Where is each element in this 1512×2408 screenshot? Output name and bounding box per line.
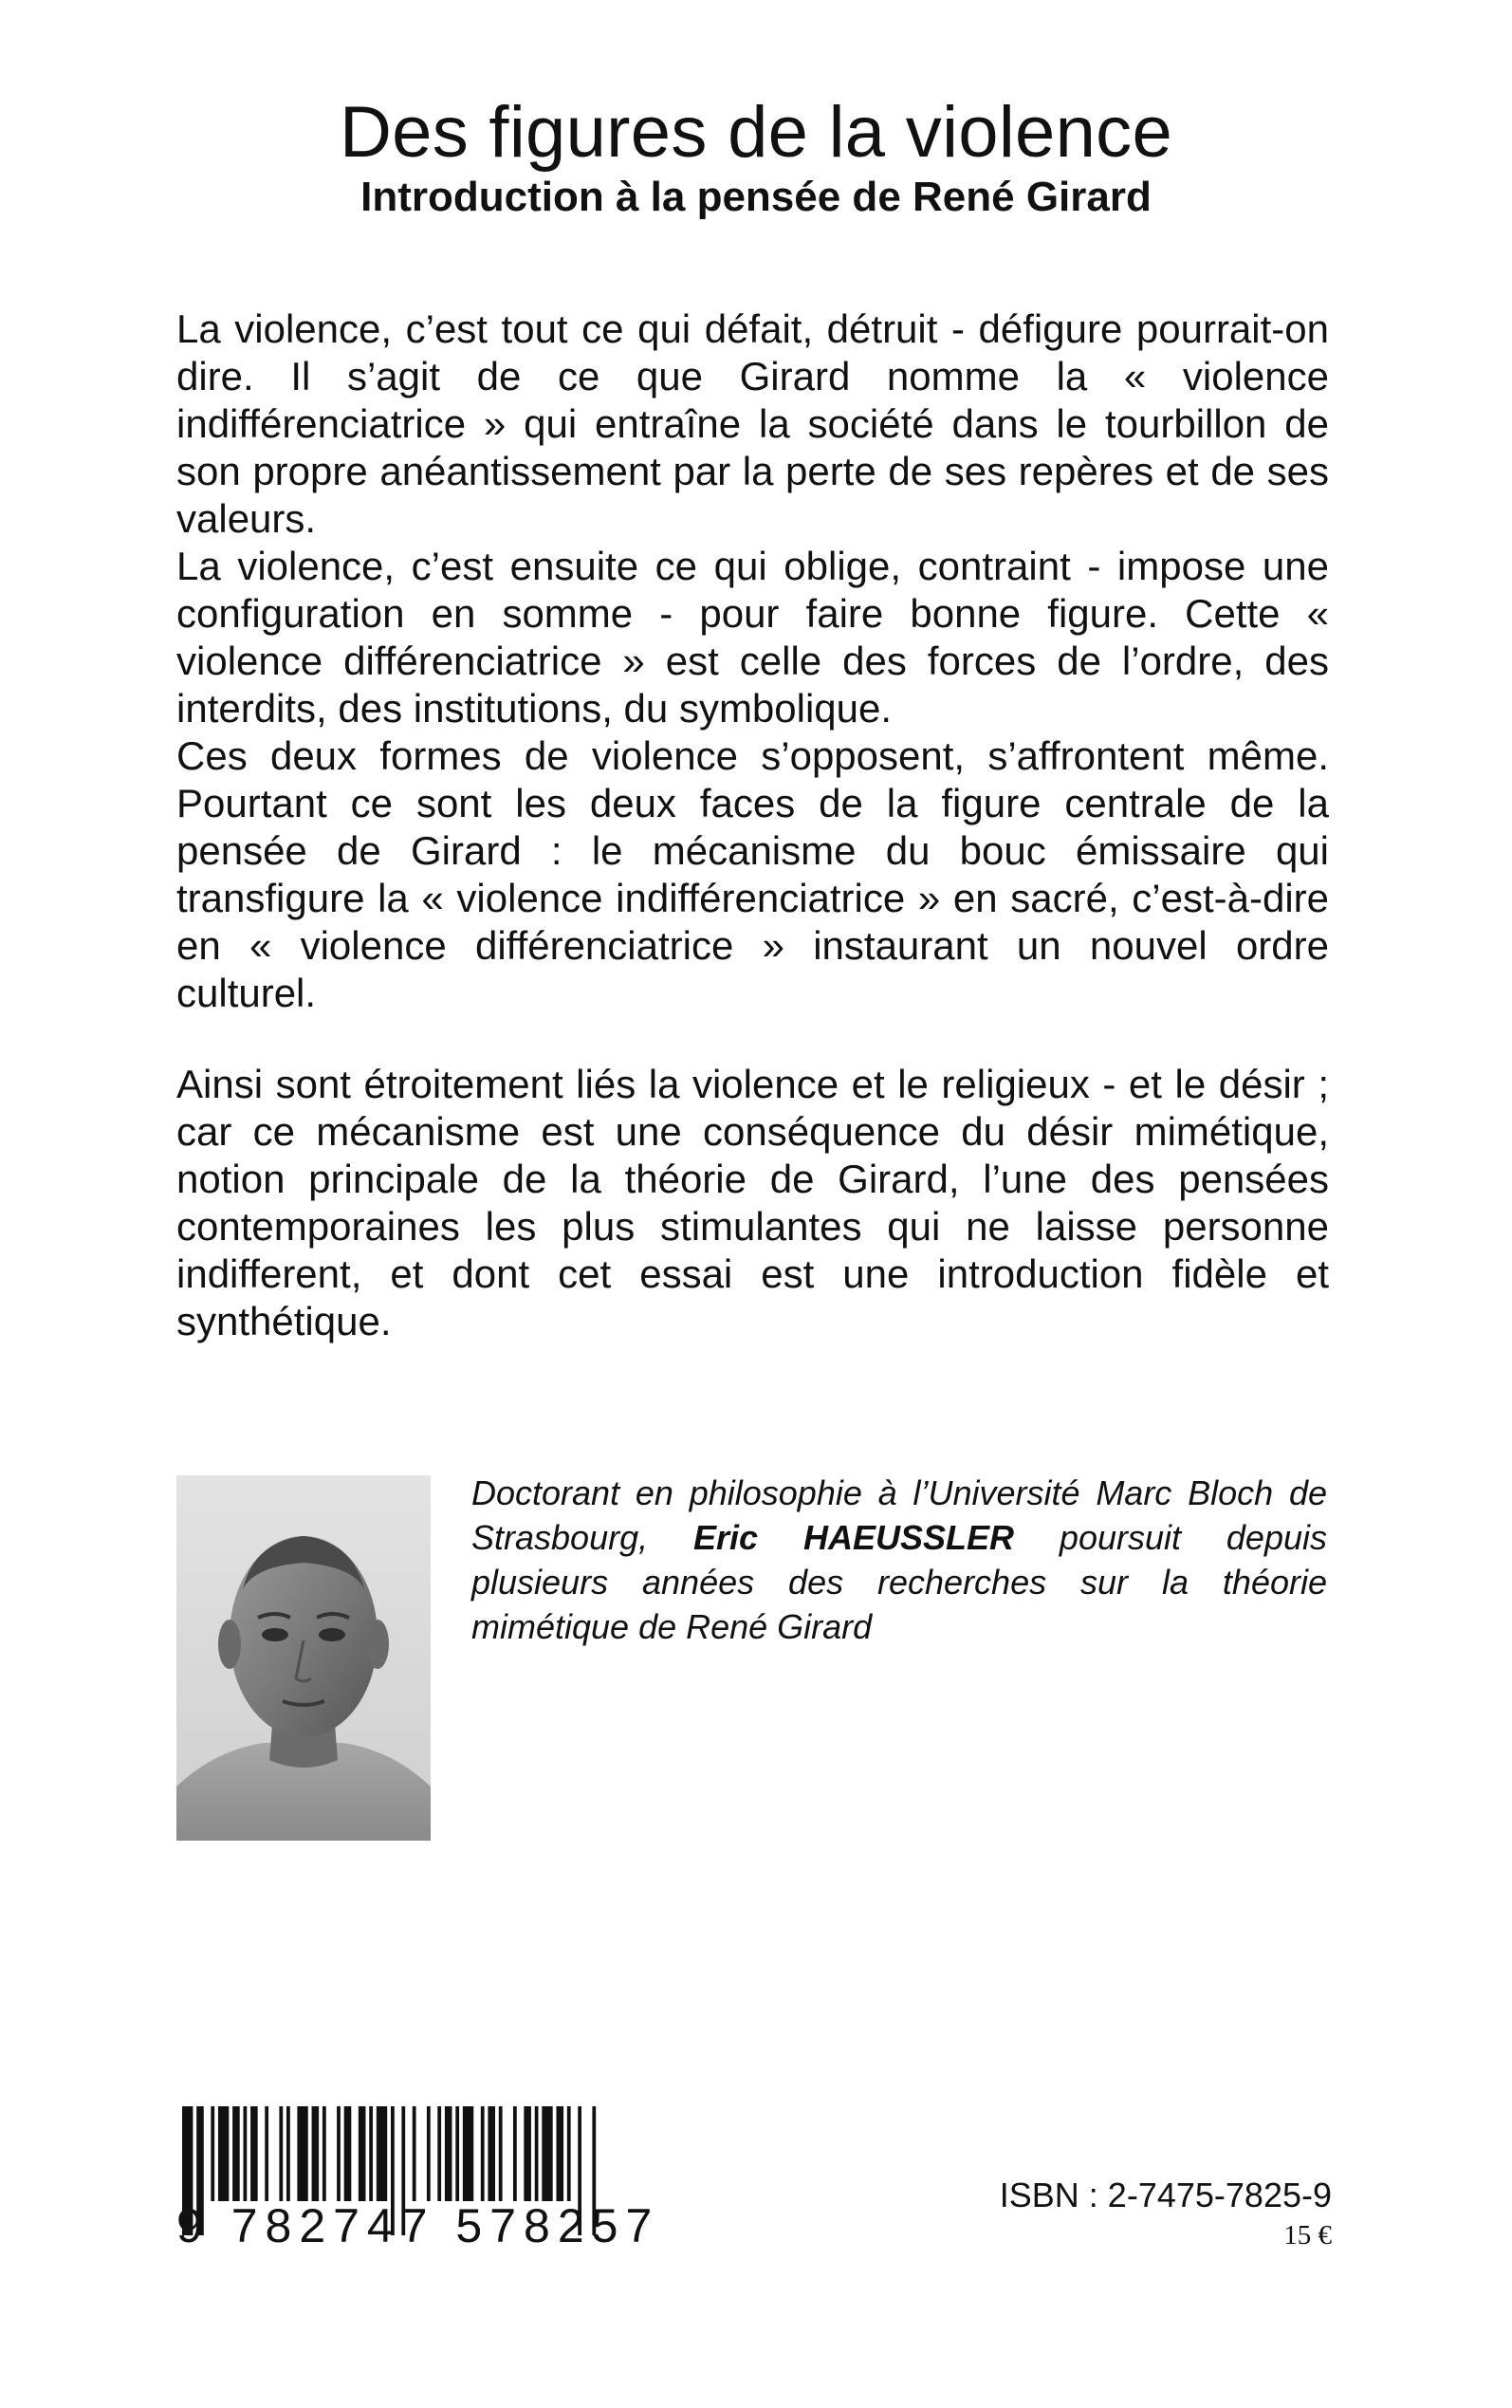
barcode-bar <box>488 2106 495 2201</box>
book-title: Des figures de la violence <box>339 92 1173 173</box>
barcode-bar <box>232 2106 240 2201</box>
book-subtitle: Introduction à la pensée de René Girard <box>360 174 1152 220</box>
barcode-bar <box>323 2106 326 2201</box>
price: 15 € <box>1283 2220 1332 2251</box>
barcode-bar <box>413 2106 416 2201</box>
summary-paragraph: Ainsi sont étroitement liés la violence et le religieux - et le désir ; car ce mécanisme est une conséquence du désir mimétique, notion principale de la théorie de Girard, l’une des pensées contemporaines les plus stimulantes qui ne laisse personne indifferent, et dont cet essai est une introduction fidèle et synthétique. <box>176 1062 1329 1343</box>
barcode-bar <box>463 2106 473 2201</box>
author-bio-rest: poursuit depuis plusieurs années des recherches sur la théorie mimétique de René Girard <box>471 1518 1327 1646</box>
barcode-bar <box>499 2106 503 2201</box>
barcode-bar <box>567 2106 571 2201</box>
barcode-bar <box>427 2106 431 2201</box>
summary-paragraph: Ces deux formes de violence s’opposent, s’affrontent même. Pourtant ce sont les deux faces de la figure centrale de la pensée de Girard : le mécanisme du bouc émissaire qui transfigure la « violence indifférenciatrice » en sacré, c’est-à-dire en « violence différenciatrice » instaurant un nouvel ordre culturel. <box>176 733 1329 1015</box>
barcode-bar <box>211 2106 214 2201</box>
barcode-bar <box>279 2106 283 2201</box>
barcode-number: 9 782747 578257 <box>176 2199 660 2252</box>
barcode-bar <box>312 2106 320 2201</box>
barcode-bar <box>535 2106 539 2201</box>
barcode-bar <box>344 2106 352 2201</box>
summary-paragraph: La violence, c’est ensuite ce qui oblige, contraint - impose une configuration en somme - pour faire bonne figure. Cette « violence différenciatrice » est celle des forces de l’ordre, des interdits, des institutions, du symbolique. <box>176 544 1329 731</box>
barcode-bar <box>337 2106 341 2201</box>
author-bio-intro: Doctorant en philosophie à l’Université Marc Bloch de Strasbourg, <box>471 1473 1327 1557</box>
barcode-bar <box>243 2106 247 2201</box>
summary-block <box>176 306 1329 1017</box>
barcode-bar <box>369 2106 373 2201</box>
summary-paragraph: La violence, c’est tout ce qui défait, détruit - défigure pourrait-on dire. Il s’agit de ce que Girard nomme la « violence indifférenciatrice » qui entraîne la société dans le tourbillon de son propre anéantissement par la perte de ses repères et de ses valeurs. <box>176 306 1329 541</box>
barcode-bar <box>286 2106 290 2201</box>
isbn: ISBN : 2-7475-7825-9 <box>999 2176 1332 2214</box>
barcode-bar <box>359 2106 366 2201</box>
barcode-bar <box>524 2106 531 2201</box>
author-name: Eric HAEUSSLER <box>693 1518 1015 1557</box>
barcode-bar <box>542 2106 552 2201</box>
barcode-bar <box>556 2106 563 2201</box>
barcode-bar <box>455 2106 459 2201</box>
barcode-bar <box>218 2106 229 2201</box>
barcode-bar <box>481 2106 485 2201</box>
author-bio <box>471 1471 1327 1649</box>
barcode-bar <box>513 2106 517 2201</box>
barcode-bar <box>250 2106 258 2201</box>
barcode-bar <box>437 2106 441 2201</box>
barcode-bar <box>297 2106 307 2201</box>
author-photo <box>176 1475 431 1841</box>
barcode-bar <box>445 2106 452 2201</box>
summary-conclusion-block <box>176 1061 1329 1345</box>
barcode-bar <box>265 2106 268 2201</box>
barcode-bar <box>377 2106 387 2201</box>
